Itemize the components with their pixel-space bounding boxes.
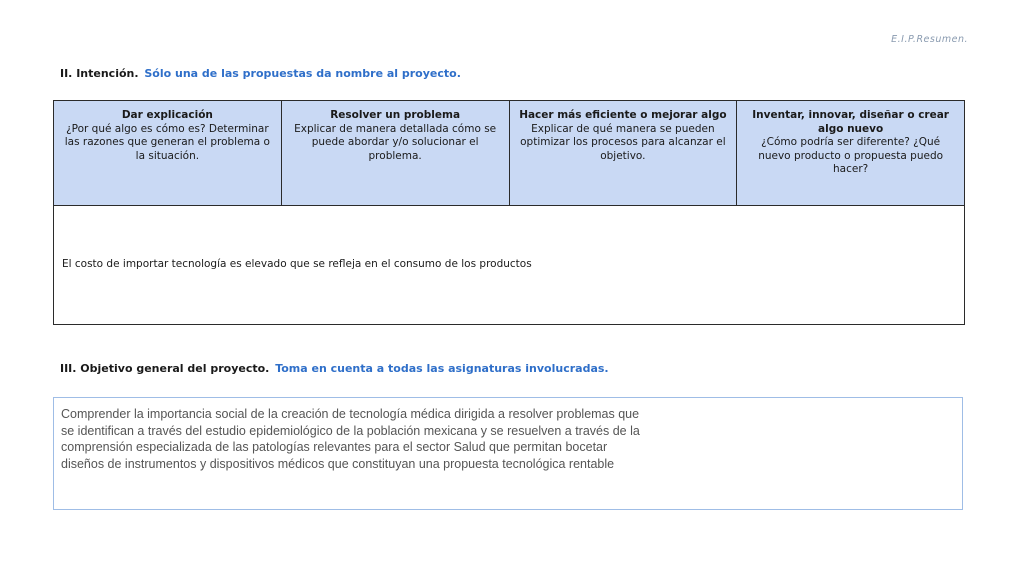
option-description: ¿Por qué algo es cómo es? Determinar las razones que generan el problema o la situación.	[64, 122, 270, 162]
intention-title: II. Intención.	[60, 67, 139, 80]
objective-text-box[interactable]	[53, 397, 963, 510]
objective-hint: Toma en cuenta a todas las asignaturas involucradas.	[275, 362, 609, 375]
option-description: Explicar de manera detallada cómo se puede abordar y/o solucionar el problema.	[294, 122, 497, 162]
objective-title: III. Objetivo general del proyecto.	[60, 362, 270, 375]
option-improve[interactable]	[509, 101, 737, 206]
option-title: Resolver un problema	[330, 109, 461, 121]
option-solve[interactable]	[281, 101, 509, 206]
intention-hint: Sólo una de las propuestas da nombre al proyecto.	[144, 67, 461, 80]
option-explain[interactable]	[54, 101, 282, 206]
option-title: Hacer más eficiente o mejorar algo	[519, 109, 727, 121]
intention-section-title	[60, 67, 461, 80]
objective-text: Comprender la importancia social de la creación de tecnología médica dirigida a resolver problemas que se identifican a través del estudio epidemiológico de la población mexicana y se resuelven a través de la comprensión especializada de las patologías relevantes para el sector Salud que permitan bocetar diseños de instrumentos y dispositivos médicos que constituyan una propuesta tecnológica rentable	[61, 407, 640, 471]
document-tag: E.I.P.Resumen.	[891, 34, 968, 45]
option-description: Explicar de qué manera se pueden optimizar los procesos para alcanzar el objetivo.	[520, 122, 726, 162]
option-title: Dar explicación	[121, 109, 213, 121]
intention-options-row	[54, 101, 965, 206]
intention-answer[interactable]: El costo de importar tecnología es elevado que se refleja en el consumo de los productos	[54, 206, 965, 325]
intention-answer-row	[54, 206, 965, 325]
option-title: Inventar, innovar, diseñar o crear algo nuevo	[752, 109, 949, 135]
intention-table	[53, 100, 965, 325]
option-invent[interactable]	[737, 101, 965, 206]
objective-section-title	[60, 362, 609, 375]
option-description: ¿Cómo podría ser diferente? ¿Qué nuevo producto o propuesta puedo hacer?	[758, 136, 944, 175]
